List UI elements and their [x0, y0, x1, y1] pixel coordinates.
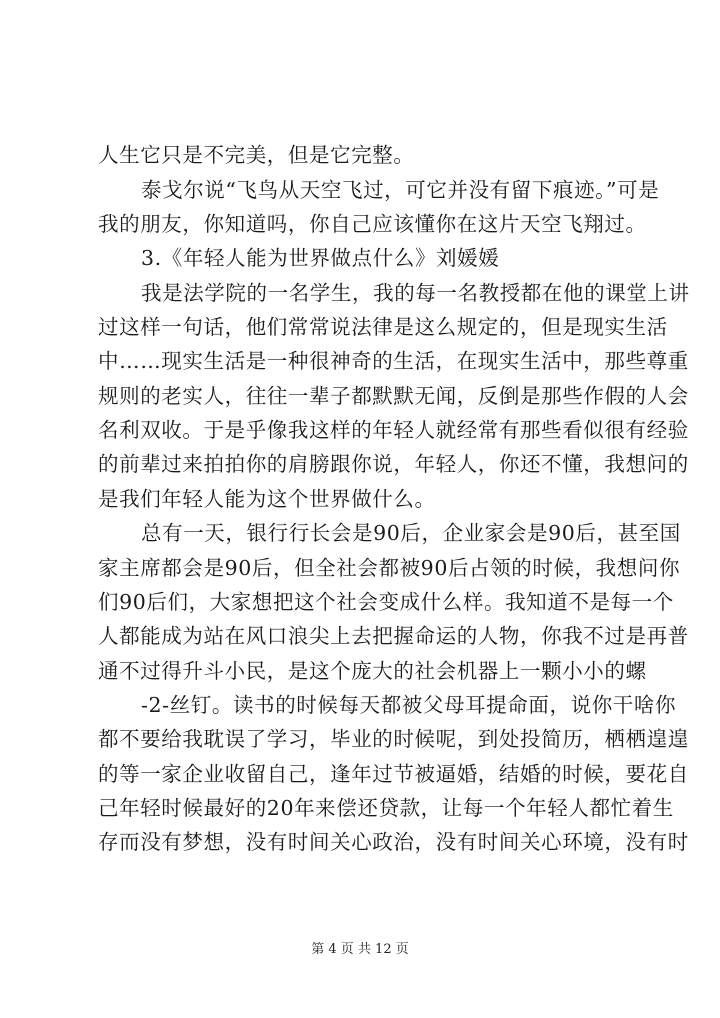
text-line-7: 中……现实生活是一种很神奇的生活，在现实生活中，那些尊重	[98, 349, 689, 373]
section-heading: 3.《年轻人能为世界做点什么》刘媛媛	[141, 246, 500, 270]
text-line-14: 们90后们，大家想把这个社会变成什么样。我知道不是每一个	[98, 590, 674, 614]
text-line-11: 是我们年轻人能为这个世界做什么。	[98, 487, 436, 511]
text-line-9: 名利双收。于是乎像我这样的年轻人就经常有那些看似很有经验	[98, 418, 689, 442]
text-line-15: 人都能成为站在风口浪尖上去把握命运的人物，你我不过是再普	[98, 624, 689, 648]
text-line-13: 家主席都会是90后，但全社会都被90后占领的时候，我想问你	[98, 556, 681, 580]
text-line-3: 我的朋友，你知道吗，你自己应该懂你在这片天空飞翔过。	[98, 212, 647, 236]
text-line-2: 泰戈尔说“飞鸟从天空飞过，可它并没有留下痕迹。”可是	[141, 178, 660, 202]
text-line-17: -2-丝钉。读书的时候每天都被父母耳提命面，说你干啥你	[141, 693, 677, 717]
text-line-19: 的等一家企业收留自己，逢年过节被逼婚，结婚的时候，要花自	[98, 762, 689, 786]
text-line-12: 总有一天，银行行长会是90后，企业家会是90后，甚至国	[141, 521, 681, 545]
text-line-8: 规则的老实人，往往一辈子都默默无闻，反倒是那些作假的人会	[98, 384, 689, 408]
text-line-6: 过这样一句话，他们常常说法律是这么规定的，但是现实生活	[98, 315, 668, 339]
text-line-20: 己年轻时候最好的20年来偿还贷款，让每一个年轻人都忙着生	[98, 796, 674, 820]
text-line-10: 的前辈过来拍拍你的肩膀跟你说，年轻人，你还不懂，我想问的	[98, 452, 689, 476]
text-line-21: 存而没有梦想，没有时间关心政治，没有时间关心环境，没有时	[98, 830, 689, 854]
text-line-18: 都不要给我耽误了学习，毕业的时候呢，到处投简历，栖栖遑遑	[98, 727, 689, 751]
text-line-1: 人生它只是不完美，但是它完整。	[98, 143, 415, 167]
page-number-footer: 第 4 页 共 12 页	[311, 942, 409, 957]
text-line-16: 通不过得升斗小民，是这个庞大的社会机器上一颗小小的螺	[98, 659, 647, 683]
text-line-5: 我是法学院的一名学生，我的每一名教授都在他的课堂上讲	[141, 281, 690, 305]
